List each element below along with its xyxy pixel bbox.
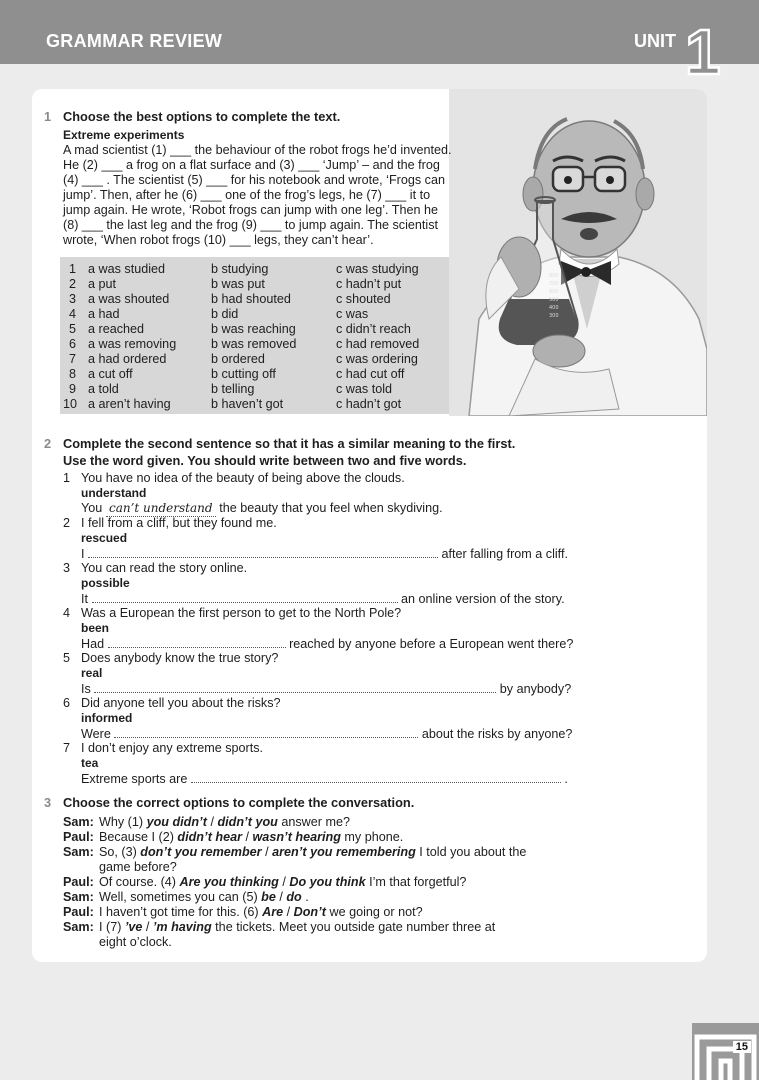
- item-number: 2: [63, 516, 71, 530]
- option-a: a was shouted: [88, 292, 170, 306]
- option-number: 5: [69, 322, 77, 336]
- option-a: a was removing: [88, 337, 177, 351]
- option-1[interactable]: Are: [262, 905, 284, 919]
- flask-mark: 700: [549, 281, 559, 287]
- option-a: a was studied: [88, 262, 166, 276]
- dialogue-text: answer me?: [277, 815, 350, 829]
- flask-mark: 600: [549, 289, 559, 295]
- option-number: 1: [69, 262, 77, 276]
- option-1[interactable]: you didn’t: [146, 815, 207, 829]
- sentence-end: about the risks by anyone?: [421, 727, 573, 741]
- sentence-start: It: [81, 592, 88, 606]
- unit-label: UNIT: [634, 31, 676, 51]
- option-a: a cut off: [88, 367, 133, 381]
- answer-blank[interactable]: [88, 546, 438, 558]
- sentence-start: I: [81, 547, 85, 561]
- option-c: c didn’t reach: [336, 322, 411, 336]
- text-line: A mad scientist (1) ___ the behaviour of the robot frogs he’d invented.: [63, 143, 452, 157]
- unit-number: 1: [685, 16, 721, 88]
- scientist-photo: [449, 89, 707, 416]
- dialogue-text: .: [301, 890, 309, 904]
- dialogue-line: [99, 905, 423, 920]
- exercise-1-instruction: Choose the best options to complete the text.: [63, 109, 341, 124]
- options-box: [60, 257, 449, 414]
- option-separator: /: [206, 815, 218, 829]
- sentence-end: .: [564, 772, 568, 786]
- option-2[interactable]: wasn’t hearing: [252, 830, 341, 844]
- flask-mark: 400: [549, 305, 559, 311]
- dialogue-text: Well, sometimes you can (5): [99, 890, 262, 904]
- key-word: been: [81, 621, 110, 635]
- key-word: informed: [81, 711, 133, 725]
- key-word: understand: [81, 486, 147, 500]
- item-sentence: You have no idea of the beauty of being above the clouds.: [81, 471, 405, 485]
- sentence-start: Had: [81, 637, 105, 651]
- option-number: 3: [69, 292, 77, 306]
- flask-mark: 800: [549, 273, 559, 279]
- item-sentence: Does anybody know the true story?: [81, 651, 279, 665]
- item-sentence: I don’t enjoy any extreme sports.: [81, 741, 264, 755]
- option-2[interactable]: ’m having: [152, 920, 212, 934]
- dialogue-text: the tickets. Meet you outside gate number three at: [211, 920, 496, 934]
- item-number: 3: [63, 561, 71, 575]
- completion-line: [81, 591, 565, 607]
- key-word: real: [81, 666, 103, 680]
- text-line: (4) ___ . The scientist (5) ___ for his notebook and wrote, ‘Frogs can: [63, 173, 445, 187]
- dialogue-text: I haven’t got time for this. (6): [99, 905, 263, 919]
- item-number: 6: [63, 696, 71, 710]
- option-b: b was removed: [211, 337, 297, 351]
- sentence-end: reached by anyone before a European went there?: [289, 637, 574, 651]
- text-line: jump’. Then, after he (6) ___ one of the frog’s legs, he (7) ___ it to: [63, 188, 431, 202]
- item-number: 5: [63, 651, 71, 665]
- key-word: tea: [81, 756, 99, 770]
- option-separator: /: [142, 920, 153, 934]
- option-2[interactable]: didn’t you: [217, 815, 278, 829]
- completion-line: [81, 681, 571, 697]
- option-1[interactable]: be: [261, 890, 276, 904]
- sentence-start: Extreme sports are: [81, 772, 188, 786]
- flask-mark: 300: [549, 313, 559, 319]
- option-b: b was reaching: [211, 322, 296, 336]
- dialogue-text: Why (1): [99, 815, 147, 829]
- section-title: GRAMMAR REVIEW: [46, 31, 223, 51]
- option-b: b cutting off: [211, 367, 276, 381]
- text-line: He (2) ___ a frog on a flat surface and (3) ___ ‘Jump’ – and the frog: [63, 158, 440, 172]
- dialogue-text: my phone.: [340, 830, 404, 844]
- option-1[interactable]: don’t you remember: [140, 845, 262, 859]
- answer-blank[interactable]: [92, 591, 398, 603]
- option-c: c hadn’t put: [336, 277, 402, 291]
- flask-mark: 500: [549, 297, 559, 303]
- answer-blank[interactable]: [191, 771, 561, 783]
- text-subtitle: Extreme experiments: [63, 128, 185, 142]
- option-separator: /: [275, 890, 287, 904]
- exercise-1-number: 1: [44, 109, 52, 124]
- option-1[interactable]: ’ve: [124, 920, 143, 934]
- speaker: Sam:: [63, 890, 94, 904]
- answer-blank[interactable]: [114, 726, 418, 738]
- option-c: c was studying: [336, 262, 419, 276]
- key-word: possible: [81, 576, 130, 590]
- option-a: a aren’t having: [88, 397, 171, 411]
- item-number: 4: [63, 606, 71, 620]
- option-separator: /: [242, 830, 253, 844]
- sentence-start: Is: [81, 682, 91, 696]
- exercise-card: [32, 89, 707, 962]
- option-c: c was: [336, 307, 369, 321]
- dialogue-line: [99, 920, 495, 935]
- sentence-end: an online version of the story.: [401, 592, 565, 606]
- sentence-end: after falling from a cliff.: [441, 547, 568, 561]
- exercise-2-instruction: Use the word given. You should write between two and five words.: [63, 453, 467, 468]
- option-number: 8: [69, 367, 77, 381]
- exercise-3-number: 3: [44, 795, 52, 810]
- option-c: c had removed: [336, 337, 420, 351]
- completion-line: [81, 726, 572, 742]
- option-a: a reached: [88, 322, 145, 336]
- option-number: 7: [69, 352, 77, 366]
- speaker: Sam:: [63, 845, 94, 859]
- option-separator: /: [278, 875, 290, 889]
- option-number: 6: [69, 337, 77, 351]
- option-c: c hadn’t got: [336, 397, 402, 411]
- speaker: Sam:: [63, 920, 94, 934]
- option-b: b telling: [211, 382, 255, 396]
- option-b: b studying: [211, 262, 269, 276]
- dialogue-line: [99, 875, 466, 890]
- item-sentence: You can read the story online.: [81, 561, 248, 575]
- completion-line: [81, 636, 573, 652]
- option-2[interactable]: do: [286, 890, 302, 904]
- page-number: 15: [733, 1041, 751, 1053]
- completion-line: [81, 501, 443, 517]
- option-b: b did: [211, 307, 239, 321]
- page-number-tab: [692, 1023, 759, 1080]
- example-answer: can’t understand: [106, 501, 216, 517]
- item-sentence: Was a European the first person to get to the North Pole?: [81, 606, 402, 620]
- text-line: (8) ___ the last leg and the frog (9) ___ to jump again. The scientist: [63, 218, 439, 232]
- completion-line: [81, 771, 568, 787]
- completion-line: [81, 546, 568, 562]
- exercise-2-instruction: Complete the second sentence so that it has a similar meaning to the first.: [63, 436, 516, 451]
- option-number: 9: [69, 382, 77, 396]
- item-sentence: I fell from a cliff, but they found me.: [81, 516, 277, 530]
- dialogue-line: [99, 845, 526, 860]
- option-a: a had: [88, 307, 120, 321]
- dialogue-line: [99, 890, 309, 905]
- speaker: Sam:: [63, 815, 94, 829]
- speaker: Paul:: [63, 830, 94, 844]
- page-header: [0, 0, 759, 88]
- option-2[interactable]: Do you think: [289, 875, 366, 889]
- dialogue-text: we going or not?: [326, 905, 423, 919]
- speaker: Paul:: [63, 905, 94, 919]
- answer-blank[interactable]: [94, 681, 496, 693]
- speaker: Paul:: [63, 875, 94, 889]
- dialogue-continuation: eight o’clock.: [99, 935, 172, 949]
- dialogue-continuation: game before?: [99, 860, 177, 874]
- option-c: c had cut off: [336, 367, 405, 381]
- item-number: 7: [63, 741, 71, 755]
- option-c: c was ordering: [336, 352, 418, 366]
- option-b: b ordered: [211, 352, 265, 366]
- option-b: b had shouted: [211, 292, 291, 306]
- option-c: c was told: [336, 382, 392, 396]
- item-sentence: Did anyone tell you about the risks?: [81, 696, 281, 710]
- option-number: 4: [69, 307, 77, 321]
- dialogue-text: I (7): [99, 920, 125, 934]
- key-word: rescued: [81, 531, 128, 545]
- item-number: 1: [63, 471, 71, 485]
- option-b: b haven’t got: [211, 397, 284, 411]
- option-b: b was put: [211, 277, 265, 291]
- dialogue-text: I’m that forgetful?: [365, 875, 467, 889]
- text-line: wrote, ‘When robot frogs (10) ___ legs, they can’t hear’.: [63, 233, 374, 247]
- text-line: jump again. He wrote, ‘Robot frogs can jump with one leg’. Then he: [63, 203, 438, 217]
- option-c: c shouted: [336, 292, 391, 306]
- sentence-end: by anybody?: [499, 682, 572, 696]
- exercise-3-instruction: Choose the correct options to complete the conversation.: [63, 795, 415, 810]
- dialogue-line: [99, 815, 350, 830]
- sentence-start: You: [81, 501, 103, 515]
- sentence-end: the beauty that you feel when skydiving.: [219, 501, 443, 515]
- option-1[interactable]: didn’t hear: [177, 830, 243, 844]
- sentence-start: Were: [81, 727, 111, 741]
- option-a: a put: [88, 277, 117, 291]
- option-a: a told: [88, 382, 119, 396]
- option-separator: /: [261, 845, 273, 859]
- option-a: a had ordered: [88, 352, 167, 366]
- dialogue-line: [99, 830, 403, 845]
- dialogue-text: I told you about the: [415, 845, 527, 859]
- answer-blank[interactable]: [108, 636, 286, 648]
- exercise-2-number: 2: [44, 436, 52, 451]
- option-1[interactable]: Are you thinking: [179, 875, 279, 889]
- option-2[interactable]: Don’t: [293, 905, 326, 919]
- option-number: 2: [69, 277, 77, 291]
- dialogue-text: Because I (2): [99, 830, 178, 844]
- option-2[interactable]: aren’t you remembering: [272, 845, 416, 859]
- option-separator: /: [283, 905, 294, 919]
- dialogue-text: So, (3): [99, 845, 141, 859]
- option-number: 10: [63, 397, 78, 411]
- dialogue-text: Of course. (4): [99, 875, 180, 889]
